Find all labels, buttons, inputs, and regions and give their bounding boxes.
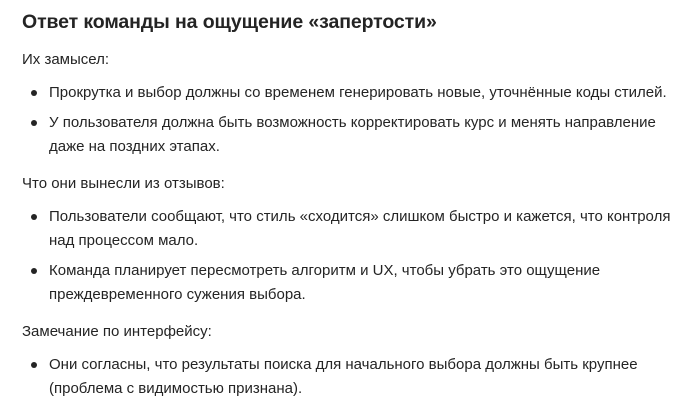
section-label-feedback: Что они вынесли из отзывов: xyxy=(22,175,225,192)
bullet-icon xyxy=(31,268,37,274)
intent-list xyxy=(22,81,700,159)
bullet-icon xyxy=(31,90,37,96)
feedback-list xyxy=(22,205,700,307)
list-item xyxy=(22,259,689,307)
list-item-text: Пользователи сообщают, что стиль «сходится» слишком быстро и кажется, что контроля над процессом мало. xyxy=(49,208,671,249)
ui-note-list xyxy=(22,353,700,401)
list-item-text: Прокрутка и выбор должны со временем генерировать новые, уточнённые коды стилей. xyxy=(49,84,667,101)
bullet-icon xyxy=(31,120,37,126)
list-item-text: У пользователя должна быть возможность корректировать курс и менять направление даже на поздних этапах. xyxy=(49,114,656,155)
bullet-icon xyxy=(31,214,37,220)
list-item-text: Команда планирует пересмотреть алгоритм и UX, чтобы убрать это ощущение преждевременного сужения выбора. xyxy=(49,262,601,303)
bullet-icon xyxy=(31,362,37,368)
list-item-text: Они согласны, что результаты поиска для начального выбора должны быть крупнее (проблема с видимостью признана). xyxy=(49,356,638,397)
list-item xyxy=(22,205,689,253)
section-label-intent: Их замысел: xyxy=(22,51,110,68)
page-title: Ответ команды на ощущение «запертости» xyxy=(22,11,437,33)
section-label-ui-note: Замечание по интерфейсу: xyxy=(22,323,212,340)
list-item xyxy=(22,81,689,105)
list-item xyxy=(22,111,689,159)
list-item xyxy=(22,353,689,401)
